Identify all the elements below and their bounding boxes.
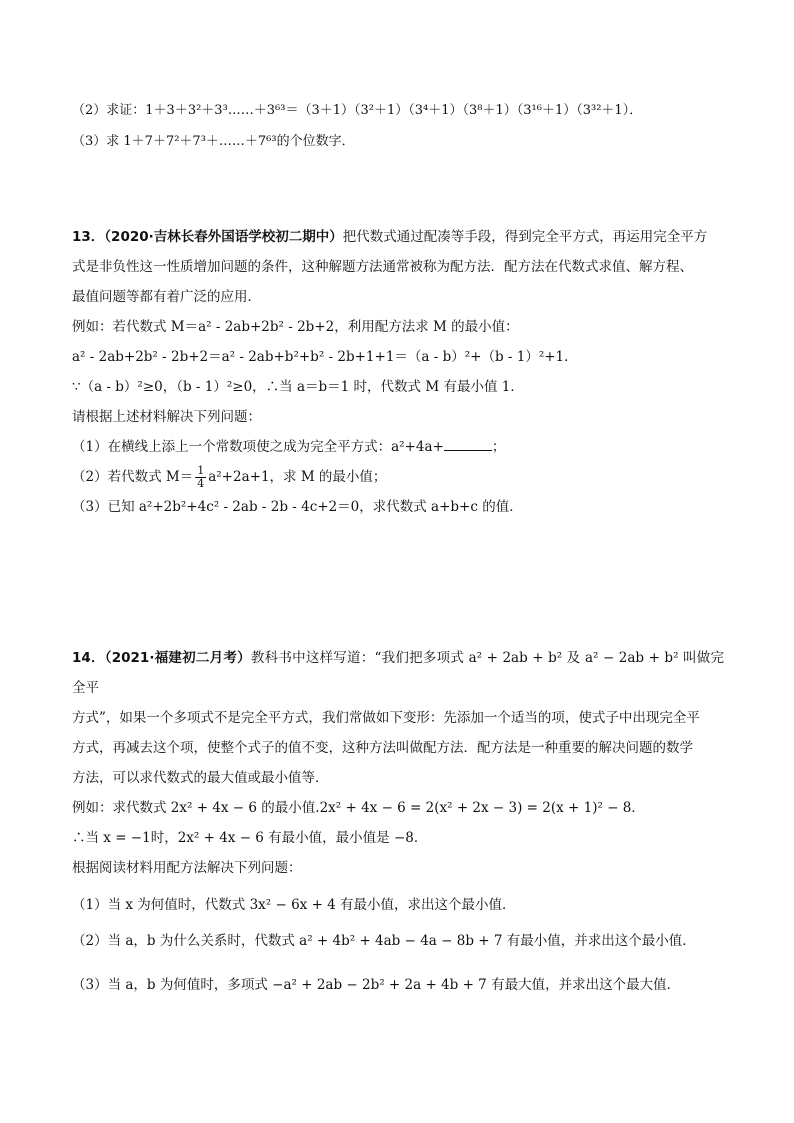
q13-sub-2 bbox=[72, 462, 724, 492]
q14-intro-line-1 bbox=[72, 643, 724, 703]
q14-block bbox=[72, 643, 724, 1007]
q13-source: （2020·吉林长春外国语学校初二期中） bbox=[104, 229, 343, 245]
q14-prompt: 根据阅读材料用配方法解决下列问题： bbox=[72, 860, 302, 876]
fraction-denominator: 4 bbox=[197, 477, 205, 490]
fraction-numerator: 1 bbox=[197, 464, 205, 477]
q13-intro-1: 把代数式通过配凑等手段，得到完全平方式，再运用完全平方 bbox=[342, 229, 708, 245]
q14-sub-2-text: （2）当 a，b 为什么关系时，代数式 a² + 4b² + 4ab − 4a − 8b + 7 有最小值，并求出这个最小值． bbox=[72, 933, 696, 949]
answer-blank bbox=[444, 438, 492, 451]
q14-sub-3-text: （3）当 a，b 为何值时，多项式 −a² + 2ab − 2b² + 2a + 4b + 7 有最大值，并求出这个最大值． bbox=[72, 977, 681, 993]
q14-source: （2021·福建初二月考） bbox=[104, 650, 251, 666]
q14-sub-1 bbox=[72, 883, 724, 919]
q13-sub-1-end: ； bbox=[491, 439, 506, 455]
q13-number: 13． bbox=[72, 229, 105, 245]
q14-sub-3 bbox=[72, 963, 724, 1007]
q13-example-2: a² - 2ab+2b² - 2b+2＝a² - 2ab+b²+b² - 2b+1+1＝（a - b）²+（b - 1）²+1． bbox=[72, 349, 578, 365]
q13-example-1: 例如：若代数式 M＝a² - 2ab+2b² - 2b+2，利用配方法求 M 的最小值： bbox=[72, 319, 519, 335]
q13-prompt: 请根据上述材料解决下列问题： bbox=[72, 409, 261, 425]
q14-intro-line-4: 方法，可以求代数式的最大值或最小值等． bbox=[72, 770, 329, 786]
q13-intro-line-1 bbox=[72, 222, 724, 252]
q13-sub-1-text: （1）在横线上添上一个常数项使之成为完全平方式：a²+4a+ bbox=[72, 439, 444, 455]
q14-intro-line-2: 方式”，如果一个多项式不是完全平方式，我们常做如下变形：先添加一个适当的项，使式子中出现完全平 bbox=[72, 710, 700, 726]
q13-intro-line-2: 式是非负性这一性质增加问题的条件，这种解题方法通常被称为配方法．配方法在代数式求值、解方程、 bbox=[72, 259, 693, 275]
q14-sub-2 bbox=[72, 919, 724, 963]
q14-example-1: 例如：求代数式 2x² + 4x − 6 的最小值.2x² + 4x − 6 = 2(x² + 2x − 3) = 2(x + 1)² − 8． bbox=[72, 800, 645, 816]
q12-item-3: （3）求 1＋7＋7²＋7³＋……＋7⁶³的个位数字． bbox=[72, 134, 355, 149]
q13-intro-line-3: 最值问题等都有着广泛的应用． bbox=[72, 289, 261, 305]
q13-sub-2-post: a²+2a+1，求 M 的最小值； bbox=[208, 469, 387, 485]
q12-item-2: （2）求证：1＋3＋3²＋3³……＋3⁶³＝（3＋1）（3²＋1）（3⁴＋1）（3⁸＋1）（3¹⁶＋1）（3³²＋1）． bbox=[72, 103, 643, 118]
q14-example-2: ∴当 x = −1时，2x² + 4x − 6 有最小值，最小值是 −8． bbox=[72, 830, 428, 846]
q14-number: 14． bbox=[72, 650, 105, 666]
q13-example-3: ∵（a - b）²≥0，（b - 1）²≥0，∴当 a＝b＝1 时，代数式 M 有最小值 1． bbox=[72, 379, 524, 395]
q13-sub-3: （3）已知 a²+2b²+4c² - 2ab - 2b - 4c+2＝0，求代数式 a+b+c 的值． bbox=[72, 499, 523, 515]
q13-sub-2-pre: （2）若代数式 M＝ bbox=[72, 469, 194, 485]
q14-intro-1: 教科书中这样写道：“我们把多项式 a² + 2ab + b² 及 a² − 2ab + b² 叫做完全平 bbox=[72, 650, 724, 696]
q14-intro-line-3: 方式，再减去这个项，使整个式子的值不变，这种方法叫做配方法．配方法是一种重要的解决问题的数学 bbox=[72, 740, 693, 756]
q14-sub-1-text: （1）当 x 为何值时，代数式 3x² − 6x + 4 有最小值，求出这个最小值． bbox=[72, 897, 516, 913]
fraction bbox=[195, 465, 206, 490]
q13-sub-1 bbox=[72, 432, 724, 462]
q13-block bbox=[72, 222, 724, 522]
